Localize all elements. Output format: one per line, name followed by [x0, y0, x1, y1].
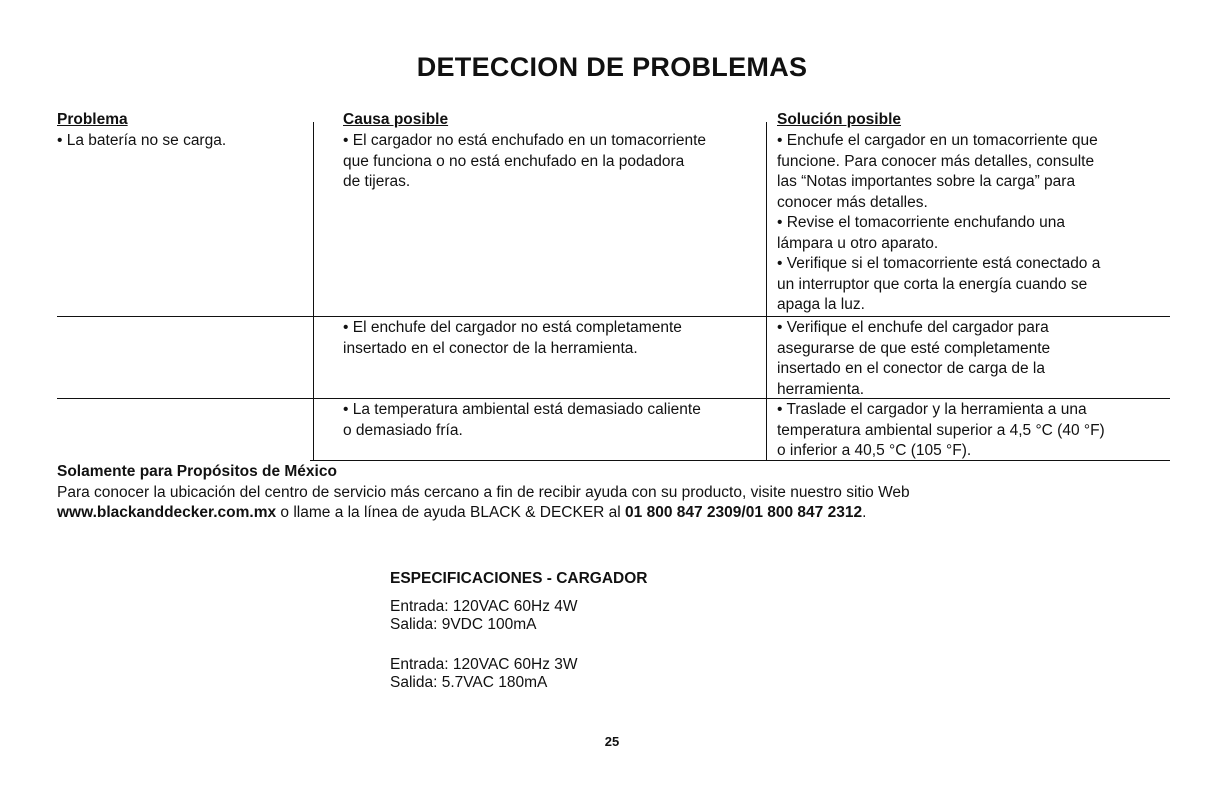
mexico-contact-line — [57, 503, 1177, 524]
table-cell-line: lámpara u otro aparato. — [777, 234, 939, 252]
column-divider — [313, 122, 314, 460]
row1-problem — [57, 131, 226, 152]
row3-cause — [343, 400, 701, 441]
table-cell-line: apaga la luz. — [777, 296, 865, 313]
table-cell-line: herramienta. — [777, 380, 865, 398]
table-cell-line: • La temperatura ambiental está demasiado caliente — [343, 401, 701, 418]
header-problem-label: Problema — [57, 111, 128, 128]
table-cell-line: de tijeras. — [343, 173, 411, 190]
spec-input: Entrada: 120VAC 60Hz 3W — [390, 656, 578, 673]
row1-cause — [343, 131, 706, 193]
table-cell-line: conocer más detalles. — [777, 193, 928, 211]
header-solution — [777, 110, 901, 131]
spec-output: Salida: 9VDC 100mA — [390, 616, 537, 633]
column-divider — [766, 122, 767, 460]
table-cell-line: o inferior a 40,5 °C (105 °F). — [777, 442, 972, 459]
website-link[interactable]: www.blackanddecker.com.mx — [57, 504, 277, 521]
row3-solution — [777, 400, 1105, 462]
table-cell-line: • Verifique el enchufe del cargador para — [777, 319, 1049, 336]
table-cell-line: o demasiado fría. — [343, 421, 463, 439]
table-cell-line: funcione. Para conocer más detalles, consulte — [777, 152, 1095, 170]
table-cell-line: • La batería no se carga. — [57, 132, 227, 149]
specs-section — [390, 570, 648, 714]
header-cause — [343, 110, 448, 131]
mexico-heading: Solamente para Propósitos de México — [57, 463, 337, 480]
spec-block — [390, 598, 648, 634]
table-cell-line: asegurarse de que esté completamente — [777, 339, 1051, 357]
row2-cause — [343, 318, 682, 359]
table-cell-line: • El enchufe del cargador no está completamente — [343, 319, 682, 336]
table-cell-line: • Traslade el cargador y la herramienta a una — [777, 401, 1087, 418]
table-cell-line: • El cargador no está enchufado en un tomacorriente — [343, 132, 707, 149]
header-cause-label: Causa posible — [343, 111, 449, 128]
header-solution-label: Solución posible — [777, 111, 902, 128]
table-cell-line: insertado en el conector de carga de la — [777, 360, 1045, 377]
table-cell-line: • Revise el tomacorriente enchufando una — [777, 214, 1066, 231]
mexico-text: o llame a la línea de ayuda BLACK & DECKER al — [276, 504, 626, 521]
spec-output: Salida: 5.7VAC 180mA — [390, 674, 548, 691]
table-cell-line: • Enchufe el cargador en un tomacorriente que — [777, 132, 1098, 149]
table-cell-line: temperatura ambiental superior a 4,5 °C (40 °F) — [777, 421, 1105, 439]
page-title: DETECCION DE PROBLEMAS — [416, 52, 808, 82]
row-divider — [57, 316, 1170, 317]
mexico-section — [57, 462, 1177, 524]
table-cell-line: las “Notas importantes sobre la carga” para — [777, 173, 1076, 190]
specs-title: ESPECIFICACIONES - CARGADOR — [390, 570, 648, 587]
row-divider — [310, 460, 1170, 461]
page-number: 25 — [604, 734, 620, 749]
table-cell-line: que funciona o no está enchufado en la podadora — [343, 152, 685, 170]
row1-solution — [777, 131, 1100, 316]
mexico-text: . — [862, 504, 867, 521]
row2-solution — [777, 318, 1050, 400]
header-problem — [57, 110, 128, 131]
table-cell-line: un interruptor que corta la energía cuando se — [777, 275, 1088, 293]
spec-block — [390, 656, 648, 692]
table-cell-line: • Verifique si el tomacorriente está conectado a — [777, 255, 1101, 272]
row-divider — [57, 398, 1170, 399]
table-cell-line: insertado en el conector de la herramienta. — [343, 339, 638, 357]
spec-input: Entrada: 120VAC 60Hz 4W — [390, 598, 578, 615]
mexico-text: Para conocer la ubicación del centro de servicio más cercano a fin de recibir ayuda con su producto, visite nuestro sitio Web — [57, 483, 910, 501]
phone-number: 01 800 847 2309/01 800 847 2312 — [625, 504, 863, 521]
